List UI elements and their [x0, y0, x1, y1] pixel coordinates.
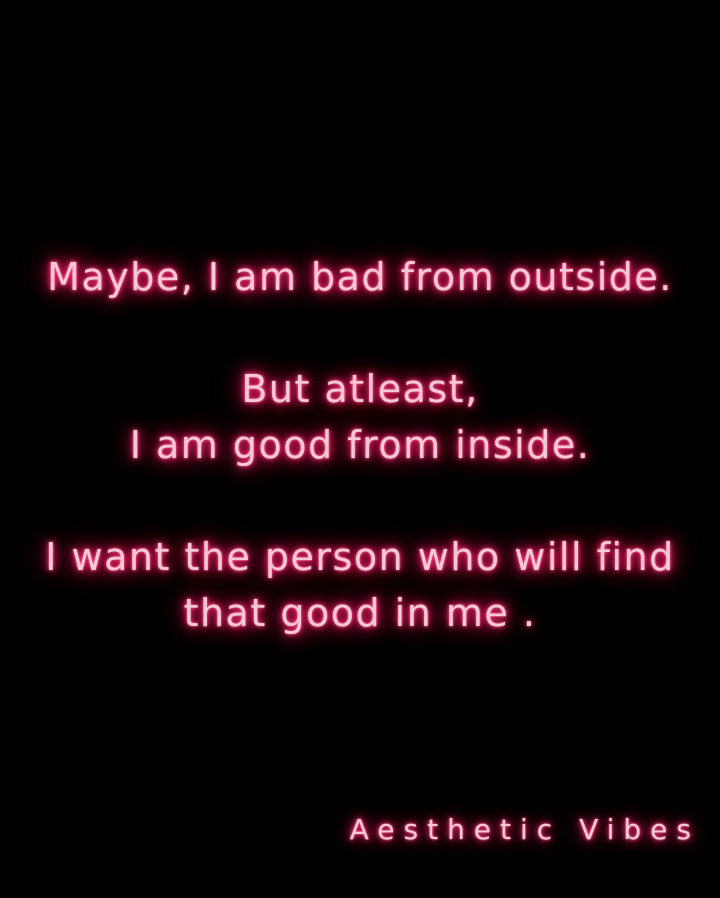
quote-line-4: I want the person who will find	[45, 535, 675, 579]
quote-line-5: that good in me .	[183, 591, 537, 635]
quote-line-1: Maybe, I am bad from outside.	[47, 255, 673, 299]
quote-line-2: But atleast,	[241, 367, 479, 411]
signature-text: Aesthetic Vibes	[349, 813, 700, 846]
quote-line-3: I am good from inside.	[129, 423, 591, 467]
